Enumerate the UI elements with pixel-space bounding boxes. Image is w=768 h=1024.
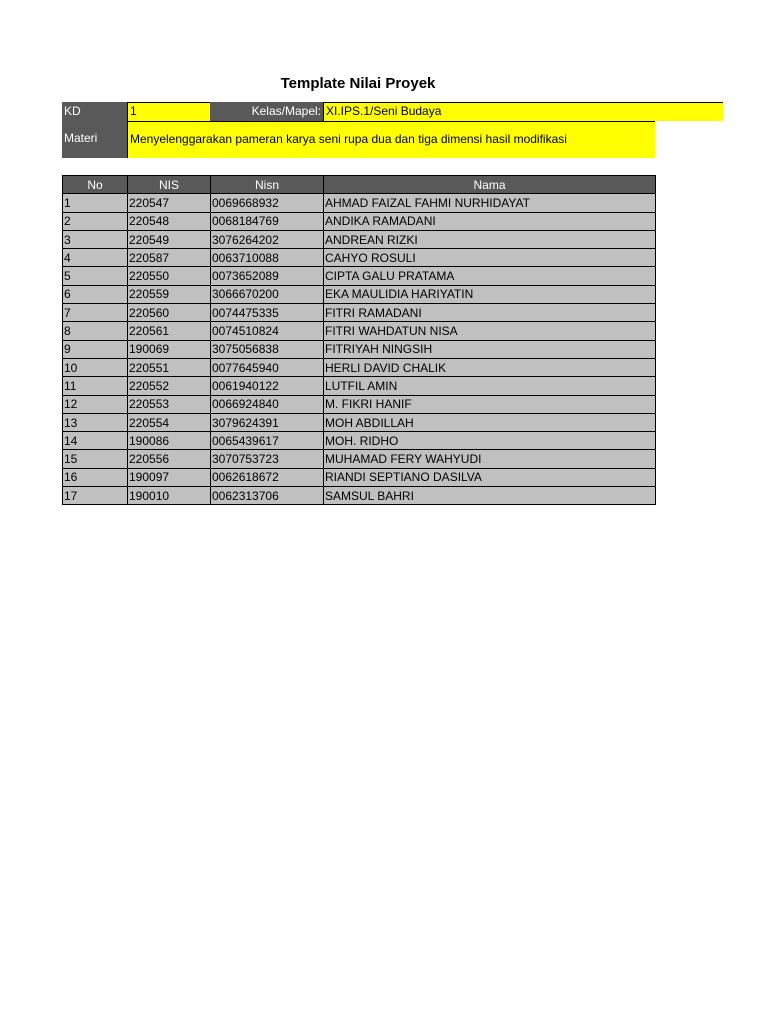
- column-header-nis: NIS: [128, 176, 211, 194]
- cell-nis: 220551: [128, 358, 211, 376]
- cell-nis: 220547: [128, 194, 211, 212]
- cell-nis: 220561: [128, 322, 211, 340]
- cell-nisn: 0073652089: [211, 267, 324, 285]
- column-header-nisn: Nisn: [211, 176, 324, 194]
- cell-nama: MUHAMAD FERY WAHYUDI: [324, 450, 656, 468]
- cell-no: 4: [63, 249, 128, 267]
- cell-no: 14: [63, 432, 128, 450]
- cell-nis: 220552: [128, 377, 211, 395]
- cell-no: 17: [63, 487, 128, 505]
- cell-nisn: 0068184769: [211, 212, 324, 230]
- table-row: [63, 413, 656, 431]
- column-header-nama: Nama: [324, 176, 656, 194]
- cell-nis: 220556: [128, 450, 211, 468]
- table-row: [63, 377, 656, 395]
- cell-nis: 220548: [128, 212, 211, 230]
- cell-nisn: 0066924840: [211, 395, 324, 413]
- cell-nama: FITRI RAMADANI: [324, 304, 656, 322]
- table-row: [63, 395, 656, 413]
- table-row: [63, 322, 656, 340]
- table-row: [63, 249, 656, 267]
- kd-label: KD: [62, 102, 127, 121]
- cell-nisn: 0077645940: [211, 358, 324, 376]
- cell-nisn: 0069668932: [211, 194, 324, 212]
- table-row: [63, 340, 656, 358]
- cell-nisn: 0062313706: [211, 487, 324, 505]
- table-row: [63, 267, 656, 285]
- cell-nisn: 0074475335: [211, 304, 324, 322]
- table-row: [63, 487, 656, 505]
- table-row: [63, 212, 656, 230]
- cell-nama: ANDIKA RAMADANI: [324, 212, 656, 230]
- cell-nama: RIANDI SEPTIANO DASILVA: [324, 468, 656, 486]
- cell-nama: HERLI DAVID CHALIK: [324, 358, 656, 376]
- cell-no: 15: [63, 450, 128, 468]
- page-title: Template Nilai Proyek: [280, 75, 436, 92]
- kelas-mapel-value: XI.IPS.1/Seni Budaya: [323, 102, 723, 121]
- kd-value: 1: [127, 102, 210, 121]
- cell-nama: MOH. RIDHO: [324, 432, 656, 450]
- table-row: [63, 285, 656, 303]
- cell-nis: 220554: [128, 413, 211, 431]
- cell-nama: EKA MAULIDIA HARIYATIN: [324, 285, 656, 303]
- table-row: [63, 230, 656, 248]
- cell-nisn: 3070753723: [211, 450, 324, 468]
- cell-nama: ANDREAN RIZKI: [324, 230, 656, 248]
- cell-nisn: 0061940122: [211, 377, 324, 395]
- cell-no: 2: [63, 212, 128, 230]
- cell-nisn: 0074510824: [211, 322, 324, 340]
- cell-nis: 190069: [128, 340, 211, 358]
- cell-nama: AHMAD FAIZAL FAHMI NURHIDAYAT: [324, 194, 656, 212]
- cell-nis: 220560: [128, 304, 211, 322]
- cell-nama: MOH ABDILLAH: [324, 413, 656, 431]
- cell-nis: 220559: [128, 285, 211, 303]
- cell-nama: CAHYO ROSULI: [324, 249, 656, 267]
- cell-nisn: 0062618672: [211, 468, 324, 486]
- cell-nisn: 3066670200: [211, 285, 324, 303]
- cell-nisn: 3079624391: [211, 413, 324, 431]
- cell-nama: SAMSUL BAHRI: [324, 487, 656, 505]
- cell-nis: 220553: [128, 395, 211, 413]
- materi-label: Materi: [62, 121, 127, 158]
- table-header-row: [63, 176, 656, 194]
- table-row: [63, 432, 656, 450]
- cell-nis: 190097: [128, 468, 211, 486]
- table-row: [63, 358, 656, 376]
- cell-nisn: 3076264202: [211, 230, 324, 248]
- cell-nis: 190086: [128, 432, 211, 450]
- cell-no: 8: [63, 322, 128, 340]
- cell-nis: 220550: [128, 267, 211, 285]
- cell-no: 12: [63, 395, 128, 413]
- cell-nis: 220587: [128, 249, 211, 267]
- cell-nama: FITRIYAH NINGSIH: [324, 340, 656, 358]
- cell-nama: LUTFIL AMIN: [324, 377, 656, 395]
- cell-no: 9: [63, 340, 128, 358]
- column-header-no: No: [63, 176, 128, 194]
- cell-no: 11: [63, 377, 128, 395]
- table-row: [63, 194, 656, 212]
- cell-no: 5: [63, 267, 128, 285]
- cell-nisn: 3075056838: [211, 340, 324, 358]
- cell-no: 10: [63, 358, 128, 376]
- cell-nisn: 0063710088: [211, 249, 324, 267]
- cell-nis: 190010: [128, 487, 211, 505]
- materi-value: Menyelenggarakan pameran karya seni rupa dua dan tiga dimensi hasil modifikasi: [127, 121, 655, 158]
- cell-no: 13: [63, 413, 128, 431]
- cell-no: 7: [63, 304, 128, 322]
- cell-nama: FITRI WAHDATUN NISA: [324, 322, 656, 340]
- table-row: [63, 450, 656, 468]
- cell-no: 3: [63, 230, 128, 248]
- table-row: [63, 468, 656, 486]
- cell-no: 16: [63, 468, 128, 486]
- table-row: [63, 304, 656, 322]
- cell-nama: M. FIKRI HANIF: [324, 395, 656, 413]
- student-table: [62, 175, 656, 505]
- cell-nisn: 0065439617: [211, 432, 324, 450]
- kelas-mapel-label: Kelas/Mapel:: [210, 102, 323, 121]
- cell-nis: 220549: [128, 230, 211, 248]
- cell-no: 1: [63, 194, 128, 212]
- cell-nama: CIPTA GALU PRATAMA: [324, 267, 656, 285]
- cell-no: 6: [63, 285, 128, 303]
